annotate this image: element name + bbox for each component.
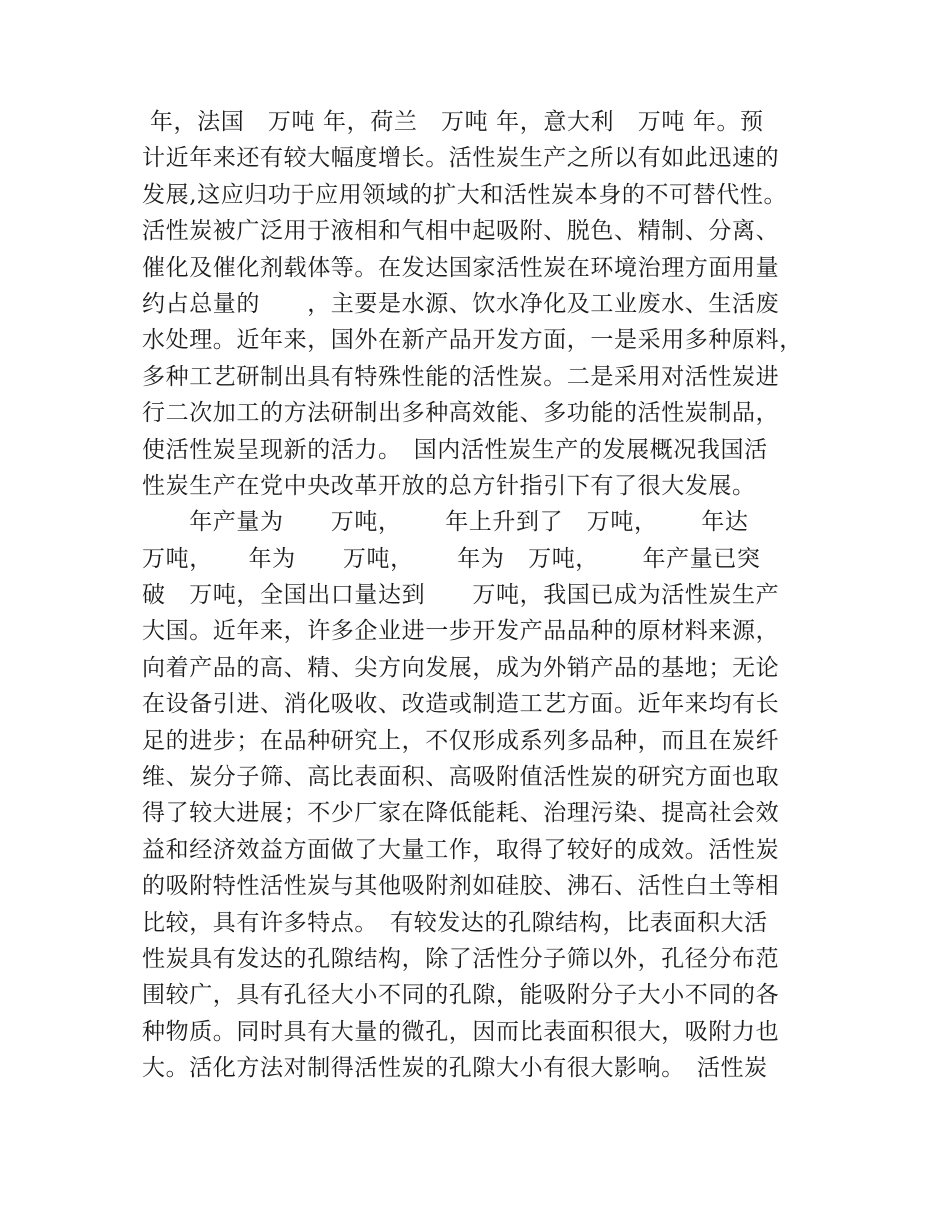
text-line: 向着产品的高、精、尖方向发展，成为外销产品的基地；无论 [142, 654, 780, 681]
text-line: 维、炭分子筛、高比表面积、高吸附值活性炭的研究方面也取 [142, 764, 780, 791]
text-line: 水处理。近年来，国外在新产品开发方面，一是采用多种原料， [142, 327, 803, 354]
text-line: 活性炭被广泛用于液相和气相中起吸附、脱色、精制、分离、 [142, 218, 780, 245]
text-line: 行二次加工的方法研制出多种高效能、多功能的活性炭制品， [142, 400, 780, 427]
text-line: 足的进步；在品种研究上，不仅形成系列多品种，而且在炭纤 [142, 727, 780, 754]
text-line: 年，法国 万吨 年，荷兰 万吨 年，意大利 万吨 年。预 [142, 109, 764, 135]
text-line: 性炭生产在党中央改革开放的总方针指引下有了很大发展。 [142, 472, 756, 499]
text-line: 多种工艺研制出具有特殊性能的活性炭。二是采用对活性炭进 [142, 363, 780, 390]
body-text [142, 104, 822, 1087]
text-line: 比较，具有许多特点。 有较发达的孔隙结构，比表面积大活 [142, 909, 768, 936]
text-line: 在设备引进、消化吸收、改造或制造工艺方面。近年来均有长 [142, 691, 780, 718]
text-line: 大国。近年来，许多企业进一步开发产品品种的原材料来源， [142, 618, 780, 645]
text-line: 约占总量的 ，主要是水源、饮水净化及工业废水、生活废 [142, 290, 780, 317]
text-line: 使活性炭呈现新的活力。 国内活性炭生产的发展概况我国活 [142, 436, 768, 463]
text-line: 的吸附特性活性炭与其他吸附剂如硅胶、沸石、活性白土等相 [142, 873, 780, 900]
text-line: 种物质。同时具有大量的微孔，因而比表面积很大，吸附力也 [142, 1018, 780, 1045]
text-line: 得了较大进展；不少厂家在降低能耗、治理污染、提高社会效 [142, 800, 780, 827]
text-line: 年产量为 万吨， 年上升到了 万吨， 年达 [142, 509, 749, 536]
text-line: 发展,这应归功于应用领域的扩大和活性炭本身的不可替代性。 [142, 181, 788, 208]
text-line: 大。活化方法对制得活性炭的孔隙大小有很大影响。 活性炭 [142, 1055, 768, 1082]
text-line: 益和经济效益方面做了大量工作，取得了较好的成效。活性炭 [142, 836, 780, 863]
text-line: 催化及催化剂载体等。在发达国家活性炭在环境治理方面用量 [142, 254, 780, 281]
text-line: 围较广，具有孔径大小不同的孔隙，能吸附分子大小不同的各 [142, 982, 780, 1009]
text-line: 破 万吨，全国出口量达到 万吨，我国已成为活性炭生产 [142, 582, 780, 609]
text-line: 万吨， 年为 万吨， 年为 万吨， 年产量已突 [142, 545, 761, 572]
text-line: 计近年来还有较大幅度增长。活性炭生产之所以有如此迅速的 [142, 145, 780, 172]
text-line: 性炭具有发达的孔隙结构，除了活性分子筛以外，孔径分布范 [142, 945, 780, 972]
